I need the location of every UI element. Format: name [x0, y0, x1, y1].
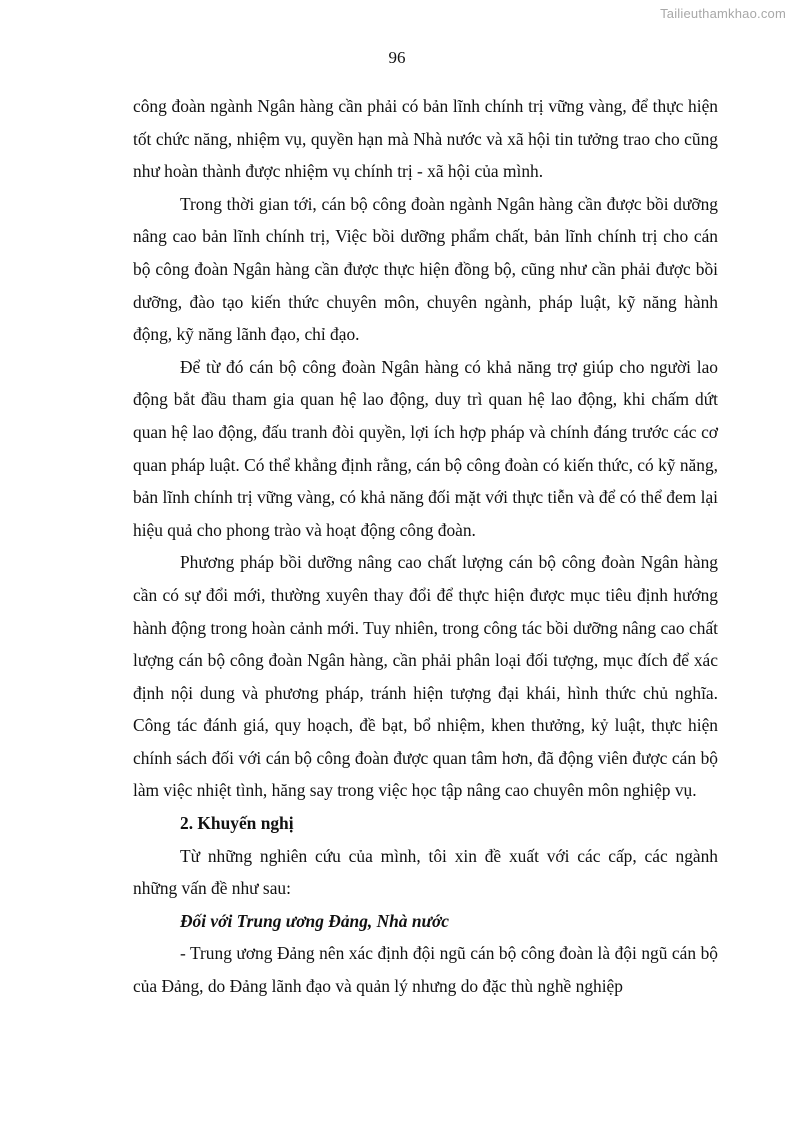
paragraph-training-methods: Phương pháp bồi dưỡng nâng cao chất lượng cán bộ công đoàn Ngân hàng cần có sự đổi mới, thường xuyên thay đổi để thực hiện được mục tiêu định hướng hành động trong hoàn cảnh mới. Tuy nhiên, trong công tác bồi dưỡng nâng cao chất lượng cán bộ công đoàn Ngân hàng, cần phải phân loại đối tượng, mục đích để xác định nội dung và phương pháp, tránh hiện tượng đại khái, hình thức chủ nghĩa. Công tác đánh giá, quy hoạch, đề bạt, bổ nhiệm, khen thưởng, kỷ luật, thực hiện chính sách đối với cán bộ công đoàn được quan tâm hơn, đã động viên được cán bộ làm việc nhiệt tình, hăng say trong việc học tập nâng cao chuyên môn nghiệp vụ. [133, 552, 718, 801]
subheading-central-party-state: Đối với Trung ương Đảng, Nhà nước [180, 910, 449, 931]
watermark: Tailieuthamkhao.com [660, 6, 786, 21]
paragraph-political-training: Trong thời gian tới, cán bộ công đoàn ngành Ngân hàng cần được bồi dưỡng nâng cao bản lĩnh chính trị, Việc bồi dưỡng phẩm chất, bản lĩnh chính trị cho cán bộ công đoàn Ngân hàng cần được thực hiện đồng bộ, cũng như cần phải được bồi dưỡng, đào tạo kiến thức chuyên môn, chuyên ngành, pháp luật, kỹ năng hành động, kỹ năng lãnh đạo, chỉ đạo. [133, 193, 718, 345]
paragraph-central-party-recommendation: - Trung ương Đảng nên xác định đội ngũ cán bộ công đoàn là đội ngũ cán bộ của Đảng, do Đảng lãnh đạo và quản lý nhưng do đặc thù nghề nghiệp [133, 943, 718, 997]
document-body [133, 90, 718, 1003]
paragraph-worker-support: Để từ đó cán bộ công đoàn Ngân hàng có khả năng trợ giúp cho người lao động bắt đầu tham gia quan hệ lao động, duy trì quan hệ lao động, khi chấm dứt quan hệ lao động, đấu tranh đòi quyền, lợi ích hợp pháp và chính đáng trước các cơ quan pháp luật. Có thể khẳng định rằng, cán bộ công đoàn có kiến thức, có kỹ năng, bản lĩnh chính trị vững vàng, có khả năng đối mặt với thực tiễn và để có thể đem lại hiệu quả cho phong trào và hoạt động công đoàn. [133, 356, 718, 540]
page-number: 96 [388, 48, 406, 67]
section-heading-recommendations: 2. Khuyến nghị [180, 813, 294, 834]
paragraph-recommendations-intro: Từ những nghiên cứu của mình, tôi xin đề xuất với các cấp, các ngành những vấn đề như sau: [133, 845, 718, 899]
paragraph-continuation: công đoàn ngành Ngân hàng cần phải có bản lĩnh chính trị vững vàng, để thực hiện tốt chức năng, nhiệm vụ, quyền hạn mà Nhà nước và xã hội tin tưởng trao cho cũng như hoàn thành được nhiệm vụ chính trị - xã hội của mình. [133, 96, 718, 182]
